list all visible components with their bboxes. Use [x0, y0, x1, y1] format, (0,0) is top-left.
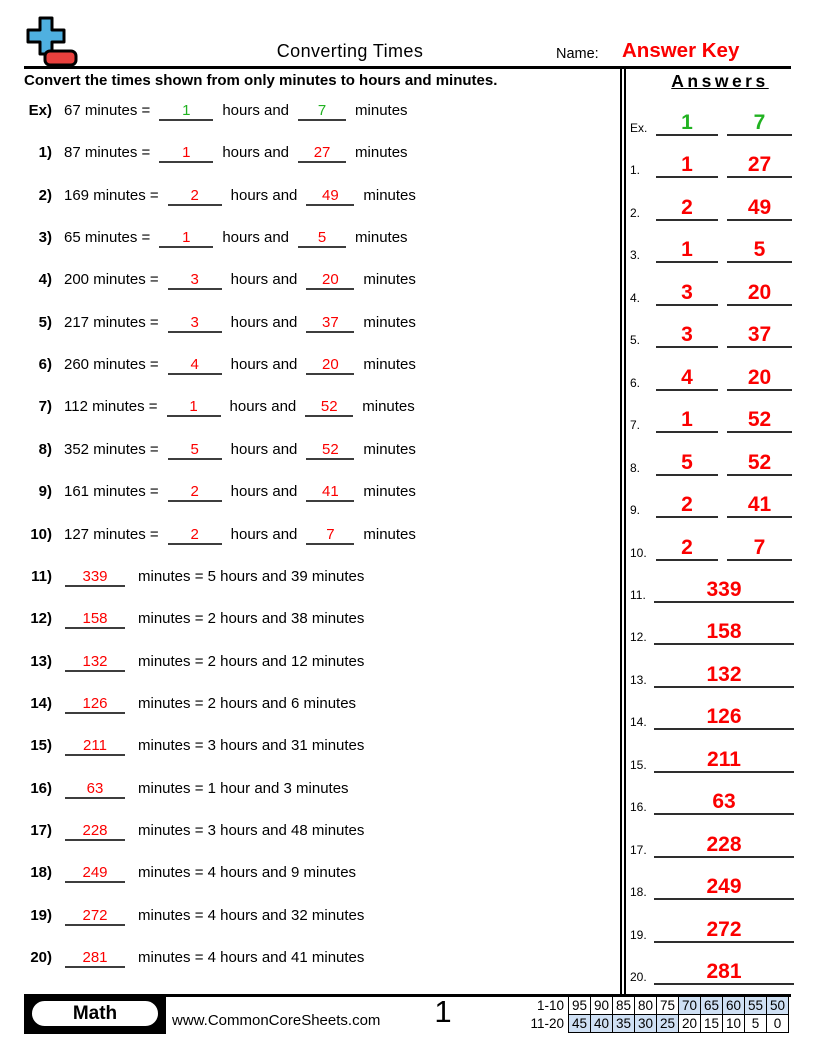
answer-value: 228 [706, 832, 742, 856]
answer-value: 249 [706, 875, 742, 899]
question-text: minutes [363, 186, 416, 204]
question-number: 10) [30, 525, 52, 543]
answer-blank [654, 699, 794, 730]
question-text: hours and [229, 398, 297, 416]
grade-cell: 95 [569, 997, 591, 1015]
question-row [24, 610, 619, 629]
answer-blank [306, 483, 354, 502]
inline-answer: 2 [190, 483, 199, 501]
question-number: 1) [38, 144, 52, 162]
website-text: www.CommonCoreSheets.com [172, 1012, 381, 1029]
question-number: 9) [38, 483, 52, 501]
inline-answer: 37 [322, 313, 339, 331]
question-text: minutes [355, 144, 408, 162]
answer-row-label: 13. [630, 672, 647, 687]
answer-row-label: 9. [630, 503, 641, 518]
question-number: 16) [30, 779, 52, 797]
grade-cell: 45 [569, 1015, 591, 1033]
answer-value: 211 [707, 747, 741, 771]
answer-blank [65, 907, 125, 926]
question-row [24, 102, 619, 121]
question-text: 352 minutes = [64, 440, 159, 458]
answer-value: 27 [747, 153, 772, 177]
inline-answer: 41 [322, 483, 339, 501]
inline-answer: 1 [182, 144, 191, 162]
question-row [24, 356, 619, 375]
answer-blank [65, 568, 125, 587]
question-text: hours and [230, 186, 298, 204]
answers-row [630, 949, 794, 985]
answer-blank [656, 445, 718, 476]
question-text: minutes [363, 356, 416, 374]
answer-blank [654, 572, 794, 603]
grade-range-label: 11-20 [530, 1016, 564, 1031]
answer-value: 52 [747, 408, 772, 432]
question-text: minutes = 2 hours and 38 minutes [138, 610, 365, 628]
answers-row [630, 355, 794, 391]
answer-value: 52 [747, 450, 772, 474]
answers-row [630, 142, 794, 178]
answer-blank [654, 614, 794, 645]
answer-blank [167, 398, 221, 417]
answer-blank [654, 869, 794, 900]
answers-row [630, 227, 794, 263]
question-row [24, 864, 619, 883]
question-text: minutes = 4 hours and 41 minutes [138, 949, 365, 966]
grade-cell: 35 [613, 1015, 635, 1033]
inline-answer: 249 [82, 864, 108, 882]
inline-answer: 7 [326, 525, 335, 543]
question-text: hours and [230, 356, 298, 374]
inline-answer: 4 [190, 356, 199, 374]
answer-blank [65, 610, 125, 629]
question-row [24, 483, 619, 502]
question-number: 17) [30, 821, 52, 839]
answer-blank [656, 487, 718, 518]
answer-blank [727, 147, 792, 178]
inline-answer: 126 [82, 694, 108, 712]
question-row [24, 144, 619, 163]
grade-cell: 75 [657, 997, 679, 1015]
question-number: 18) [30, 864, 52, 882]
question-row [24, 737, 619, 756]
answer-row-label: 10. [630, 545, 647, 560]
grade-cell: 60 [723, 997, 745, 1015]
grade-cell: 5 [745, 1015, 767, 1033]
answer-blank [159, 229, 213, 248]
answers-row [630, 779, 794, 815]
inline-answer: 52 [320, 398, 338, 416]
question-row [24, 314, 619, 333]
answer-blank [159, 144, 213, 163]
answer-blank [656, 105, 718, 136]
answers-heading: Answers [671, 71, 769, 91]
answer-value: 20 [747, 365, 772, 389]
answer-row-label: 19. [630, 927, 647, 942]
question-text: 112 minutes = [64, 398, 158, 416]
answer-value: 63 [712, 790, 736, 814]
inline-answer: 2 [190, 186, 199, 204]
inline-answer: 63 [86, 779, 104, 797]
grade-cell: 55 [745, 997, 767, 1015]
answers-row [630, 185, 794, 221]
question-row [24, 271, 619, 290]
question-number: 7) [38, 398, 52, 416]
grade-cell: 20 [679, 1015, 701, 1033]
answer-value: 339 [706, 577, 742, 601]
answer-row-label: 7. [630, 418, 641, 433]
answer-blank [727, 232, 792, 263]
inline-answer: 5 [317, 229, 327, 247]
question-text: 65 minutes = [64, 229, 151, 247]
answers-row [630, 737, 794, 773]
answer-row-label: 11. [630, 587, 646, 602]
answer-row-label: 5. [630, 333, 641, 348]
answer-value: 1 [681, 111, 693, 134]
grade-cell: 25 [657, 1015, 679, 1033]
answer-blank [727, 360, 792, 391]
question-row [24, 187, 619, 206]
answer-blank [298, 229, 346, 248]
answer-blank [656, 190, 718, 221]
grade-cell: 15 [701, 1015, 723, 1033]
answer-blank [168, 187, 222, 206]
inline-answer: 1 [182, 102, 191, 119]
answer-value: 2 [681, 535, 693, 559]
inline-answer: 52 [322, 440, 339, 458]
grade-row [528, 1015, 789, 1033]
inline-answer: 339 [82, 567, 108, 585]
question-row [24, 695, 619, 714]
answer-blank [656, 402, 718, 433]
answer-value: 1 [681, 408, 693, 432]
question-text: hours and [230, 483, 298, 501]
inline-answer: 3 [190, 271, 199, 289]
answer-row-label: 18. [630, 885, 647, 900]
question-text: minutes [363, 313, 416, 331]
question-row [24, 526, 619, 545]
inline-answer: 2 [190, 525, 199, 543]
question-text: minutes [363, 525, 416, 543]
grade-cell: 65 [701, 997, 723, 1015]
question-text: minutes = 2 hours and 6 minutes [138, 694, 357, 712]
answer-row-label: 6. [630, 375, 641, 390]
question-row [24, 398, 619, 417]
answer-value: 5 [681, 450, 693, 474]
answer-blank [727, 530, 792, 561]
question-number: 4) [38, 271, 52, 289]
answer-blank [727, 445, 792, 476]
answer-blank [306, 441, 354, 460]
question-text: minutes = 2 hours and 12 minutes [138, 652, 365, 670]
question-text: 161 minutes = [64, 483, 159, 501]
answer-blank [168, 271, 222, 290]
answer-blank [654, 742, 794, 773]
question-text: hours and [230, 313, 298, 331]
answer-blank [727, 487, 792, 518]
grade-cell: 85 [613, 997, 635, 1015]
inline-answer: 20 [322, 271, 339, 289]
answer-blank [298, 144, 346, 163]
answer-row-label: 8. [630, 460, 641, 475]
answer-blank [65, 737, 125, 756]
answer-value: 158 [706, 620, 742, 644]
question-number: Ex) [28, 102, 52, 119]
question-number: 8) [38, 440, 52, 458]
grade-cell: 0 [767, 1015, 789, 1033]
answer-blank [159, 102, 213, 121]
grade-cell: 10 [723, 1015, 745, 1033]
inline-answer: 27 [313, 144, 331, 162]
answer-blank [306, 314, 354, 333]
grade-row [528, 997, 789, 1015]
answer-blank [65, 780, 125, 799]
answer-value: 7 [753, 535, 766, 559]
question-text: 169 minutes = [64, 186, 159, 204]
answer-row-label: 2. [630, 205, 641, 220]
worksheet-title: Converting Times [276, 41, 424, 61]
question-text: minutes = 3 hours and 31 minutes [138, 737, 365, 755]
instruction-text: Convert the times shown from only minutes to hours and minutes. [24, 72, 498, 89]
header-divider-line [24, 66, 791, 69]
answer-value: 49 [747, 195, 772, 219]
question-row [24, 653, 619, 672]
answer-value: 1 [681, 238, 693, 262]
question-text: hours and [222, 102, 290, 119]
question-number: 5) [38, 313, 52, 331]
answers-row [630, 864, 794, 900]
question-text: minutes [363, 440, 416, 458]
answer-value: 20 [747, 280, 772, 304]
question-number: 19) [30, 906, 52, 924]
question-number: 12) [30, 610, 52, 628]
answer-blank [654, 784, 794, 815]
answer-blank [306, 271, 354, 290]
question-text: 260 minutes = [64, 356, 159, 374]
answer-value: 272 [706, 917, 742, 941]
grade-range-label: 1-10 [536, 998, 564, 1013]
grade-cell: 90 [591, 997, 613, 1015]
answer-blank [65, 864, 125, 883]
answer-blank [727, 105, 792, 136]
grade-cell: 30 [635, 1015, 657, 1033]
answer-value: 37 [747, 323, 772, 347]
question-text: 127 minutes = [64, 525, 159, 543]
question-row [24, 568, 619, 587]
answer-blank [306, 187, 354, 206]
grade-cell: 50 [767, 997, 789, 1015]
answer-row-label: Ex. [630, 121, 648, 135]
question-number: 15) [30, 737, 52, 755]
question-text: minutes = 5 hours and 39 minutes [138, 567, 365, 585]
question-number: 14) [30, 694, 52, 712]
question-text: hours and [222, 229, 290, 247]
grade-cell: 70 [679, 997, 701, 1015]
answer-blank [656, 147, 718, 178]
answer-row-label: 14. [630, 715, 647, 730]
answer-blank [305, 398, 353, 417]
answers-row [630, 525, 794, 561]
question-row [24, 822, 619, 841]
question-text: hours and [230, 440, 298, 458]
answer-value: 4 [681, 365, 693, 389]
answer-blank [298, 102, 346, 121]
question-row [24, 949, 619, 968]
answer-blank [306, 526, 354, 545]
question-row [24, 229, 619, 248]
grade-cell: 80 [635, 997, 657, 1015]
answer-value: 2 [681, 493, 693, 517]
answer-row-label: 17. [630, 842, 647, 857]
answers-row [630, 482, 794, 518]
answer-blank [727, 317, 792, 348]
answer-blank [168, 526, 222, 545]
answer-row-label: 1. [630, 163, 641, 178]
answer-value: 7 [753, 111, 766, 134]
question-number: 2) [38, 186, 52, 204]
answers-row [630, 694, 794, 730]
answer-blank [168, 314, 222, 333]
answer-blank [656, 232, 718, 263]
page-number: 1 [434, 994, 452, 1029]
answer-blank [654, 827, 794, 858]
math-badge-label: Math [29, 998, 161, 1029]
answer-blank [654, 912, 794, 943]
inline-answer: 5 [190, 440, 199, 458]
question-text: minutes = 1 hour and 3 minutes [138, 779, 349, 797]
question-number: 13) [30, 652, 52, 670]
answers-row [630, 270, 794, 306]
answers-row [630, 397, 794, 433]
question-text: minutes [355, 102, 408, 119]
answer-blank [65, 822, 125, 841]
answers-row [630, 567, 794, 603]
answer-blank [654, 954, 794, 985]
grading-table [528, 996, 789, 1033]
answer-blank [65, 695, 125, 714]
answer-blank [656, 360, 718, 391]
answers-row [630, 312, 794, 348]
answer-blank [65, 949, 125, 968]
question-text: minutes = 4 hours and 9 minutes [138, 864, 357, 882]
answer-blank [168, 441, 222, 460]
question-text: minutes [363, 483, 416, 501]
question-text: hours and [230, 525, 298, 543]
answer-value: 3 [681, 280, 693, 304]
answers-row [630, 440, 794, 476]
question-text: hours and [230, 271, 298, 289]
answer-value: 281 [706, 960, 742, 983]
question-number: 3) [38, 229, 52, 247]
grade-cell: 40 [591, 1015, 613, 1033]
question-text: hours and [222, 144, 290, 162]
answer-value: 126 [706, 705, 742, 729]
inline-answer: 228 [82, 821, 108, 839]
inline-answer: 158 [82, 610, 108, 628]
answer-row-label: 20. [630, 970, 647, 984]
question-text: minutes [363, 271, 416, 289]
name-label: Name: [556, 46, 599, 62]
answers-row [630, 100, 794, 136]
answer-blank [727, 190, 792, 221]
answer-blank [656, 530, 718, 561]
answer-row-label: 4. [630, 290, 641, 305]
question-row [24, 780, 619, 799]
answer-blank [654, 657, 794, 688]
answer-blank [168, 483, 222, 502]
answer-blank [727, 275, 792, 306]
answer-row-label: 3. [630, 248, 641, 263]
answer-value: 3 [681, 323, 693, 347]
question-row [24, 907, 619, 926]
inline-answer: 211 [83, 737, 107, 755]
inline-answer: 1 [182, 229, 191, 247]
inline-answer: 7 [317, 102, 327, 119]
answers-column-divider [620, 68, 626, 994]
answer-blank [656, 317, 718, 348]
answer-blank [65, 653, 125, 672]
inline-answer: 20 [322, 356, 339, 374]
answers-row [630, 652, 794, 688]
answer-key-text: Answer Key [622, 39, 740, 62]
question-text: minutes = 3 hours and 48 minutes [138, 821, 365, 839]
answer-blank [727, 402, 792, 433]
question-text: 87 minutes = [64, 144, 151, 162]
answers-row [630, 822, 794, 858]
math-badge [24, 994, 166, 1034]
answer-blank [656, 275, 718, 306]
question-text: minutes [362, 398, 415, 416]
inline-answer: 3 [190, 313, 199, 331]
answer-blank [306, 356, 354, 375]
answer-value: 1 [681, 153, 693, 177]
answer-blank [168, 356, 222, 375]
inline-answer: 132 [82, 652, 108, 670]
question-text: 67 minutes = [64, 102, 151, 119]
inline-answer: 272 [82, 906, 108, 924]
inline-answer: 49 [322, 186, 339, 204]
question-number: 11) [31, 567, 52, 585]
question-text: minutes [355, 229, 408, 247]
question-row [24, 441, 619, 460]
inline-answer: 281 [82, 949, 108, 966]
question-number: 6) [38, 356, 52, 374]
answer-value: 5 [753, 238, 766, 262]
answer-value: 132 [706, 662, 742, 686]
answer-row-label: 15. [630, 757, 647, 772]
answers-row [630, 907, 794, 943]
question-number: 20) [30, 949, 52, 966]
answer-value: 2 [681, 195, 693, 219]
answer-value: 41 [747, 493, 772, 517]
question-text: 200 minutes = [64, 271, 159, 289]
answer-row-label: 16. [630, 800, 647, 815]
question-text: 217 minutes = [64, 313, 159, 331]
question-text: minutes = 4 hours and 32 minutes [138, 906, 365, 924]
answer-row-label: 12. [630, 630, 647, 645]
answers-row [630, 609, 794, 645]
inline-answer: 1 [189, 398, 198, 416]
